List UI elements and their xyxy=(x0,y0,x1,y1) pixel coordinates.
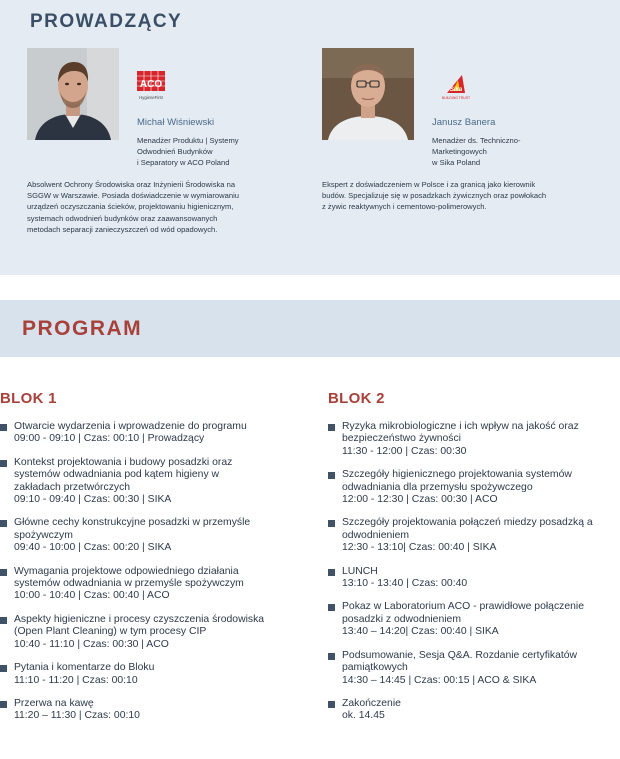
aco-logo xyxy=(135,71,167,108)
program-header xyxy=(0,300,620,357)
bullet-icon xyxy=(0,424,7,431)
block-title: BLOK 2 xyxy=(328,390,385,407)
bullet-icon xyxy=(0,520,7,527)
agenda-item: Ryzyka mikrobiologiczne i ich wpływ na jakość oraz bezpieczeństwo żywności 11:30 - 12:00 | Czas: 00:30 xyxy=(328,421,593,458)
agenda-item: Szczegóły higienicznego projektowania systemów odwadniania dla przemysłu spożywczego 12:00 - 12:30 | Czas: 00:30 | ACO xyxy=(328,469,593,506)
bullet-icon xyxy=(328,472,335,479)
agenda-list xyxy=(0,421,264,723)
agenda-item: Podsumowanie, Sesja Q&A. Rozdanie certyfikatów pamiątkowych 14:30 – 14:45 | Czas: 00:15 | ACO & SIKA xyxy=(328,650,593,687)
block-2 xyxy=(328,390,593,734)
agenda-time: ok. 14.45 xyxy=(342,710,385,722)
aco-logo-sub: HygieneFirst xyxy=(139,95,163,100)
bullet-icon xyxy=(0,569,7,576)
bullet-icon xyxy=(328,653,335,660)
bullet-icon xyxy=(328,424,335,431)
sika-logo-text: Sika xyxy=(449,87,463,93)
agenda-time: 10:00 - 10:40 | Czas: 00:40 | ACO xyxy=(14,590,170,602)
agenda-item: Pokaz w Laboratorium ACO - prawidłowe połączenie posadzki z odwodnieniem 13:40 – 14:20| Czas: 00:40 | SIKA xyxy=(328,601,593,638)
bullet-icon xyxy=(0,617,7,624)
agenda-time: 11:30 - 12:00 | Czas: 00:30 xyxy=(342,445,467,457)
bullet-icon xyxy=(328,520,335,527)
speaker-bio-2: Ekspert z doświadczeniem w Polsce i za granicą jako kierownik budów. Specjalizuje się w posadzkach żywicznych oraz powłokach z żywic reaktywnych i cementowo-polimerowych. xyxy=(322,180,547,212)
agenda-item: Kontekst projektowania i budowy posadzki oraz systemów odwadniania pod kątem higieny w zakładach przetwórczych 09:10 - 09:40 | Czas: 00:30 | SIKA xyxy=(0,457,264,507)
agenda-time: 11:10 - 11:20 | Czas: 00:10 xyxy=(14,674,138,686)
speakers-section xyxy=(0,0,620,275)
bullet-icon xyxy=(0,460,7,467)
agenda-time: 09:10 - 09:40 | Czas: 00:30 | SIKA xyxy=(14,494,172,506)
agenda-time: 13:10 - 13:40 | Czas: 00:40 xyxy=(342,578,468,590)
bullet-icon xyxy=(328,701,335,708)
agenda-item: Otwarcie wydarzenia i wprowadzenie do programu 09:00 - 09:10 | Czas: 00:10 | Prowadzący xyxy=(0,421,264,446)
agenda-item: Szczegóły projektowania połączeń miedzy posadzką a odwodnieniem 12:30 - 13:10| Czas: 00:40 | SIKA xyxy=(328,517,593,554)
bullet-icon xyxy=(328,569,335,576)
agenda-time: 09:00 - 09:10 | Czas: 00:10 | Prowadzący xyxy=(14,433,205,445)
bullet-icon xyxy=(0,701,7,708)
speaker-role-2: Menadżer ds. Techniczno- Marketingowych w Sika Poland xyxy=(432,136,521,167)
agenda-time: 13:40 – 14:20| Czas: 00:40 | SIKA xyxy=(342,626,499,638)
agenda-item: LUNCH 13:10 - 13:40 | Czas: 00:40 xyxy=(328,566,593,591)
agenda-time: 10:40 - 11:10 | Czas: 00:30 | ACO xyxy=(14,638,169,650)
speaker-photo-2 xyxy=(322,48,414,140)
agenda-time: 12:30 - 13:10| Czas: 00:40 | SIKA xyxy=(342,542,497,554)
program-title: PROGRAM xyxy=(22,317,143,340)
agenda-item: Przerwa na kawę 11:20 – 11:30 | Czas: 00:10 xyxy=(0,698,264,723)
speaker-name-2: Janusz Banera xyxy=(432,117,496,128)
block-1 xyxy=(0,390,264,734)
bullet-icon xyxy=(328,604,335,611)
sika-logo-sub: BUILDING TRUST xyxy=(441,96,471,100)
speakers-title: PROWADZĄCY xyxy=(30,11,183,32)
bullet-icon xyxy=(0,665,7,672)
agenda-time: 14:30 – 14:45 | Czas: 00:15 | ACO & SIKA xyxy=(342,674,537,686)
speaker-role-1: Menadżer Produktu | Systemy Odwodnień Budynków i Separatory w ACO Poland xyxy=(137,136,239,167)
aco-logo-text: ACO xyxy=(139,79,163,90)
agenda-item: Główne cechy konstrukcyjne posadzki w przemyśle spożywczym 09:40 - 10:00 | Czas: 00:20 | SIKA xyxy=(0,517,264,554)
agenda-item: Wymagania projektowe odpowiedniego działania systemów odwadniania w przemyśle spożywczym 10:00 - 10:40 | Czas: 00:40 | ACO xyxy=(0,566,264,603)
sika-logo xyxy=(440,71,472,108)
agenda-item: Pytania i komentarze do Bloku 11:10 - 11:20 | Czas: 00:10 xyxy=(0,662,264,687)
speaker-bio-1: Absolwent Ochrony Środowiska oraz Inżynierii Środowiska na SGGW w Warszawie. Posiada doświadczenie w wymiarowaniu urządzeń oczyszczania ścieków, projektowaniu higienicznym, systemach odwodnień budynków oraz zaawansowanych metodach separacji zanieczyszczeń od wód opadowych. xyxy=(27,180,239,234)
agenda-time: 12:00 - 12:30 | Czas: 00:30 | ACO xyxy=(342,494,498,506)
agenda-list xyxy=(328,421,593,723)
block-title: BLOK 1 xyxy=(0,390,57,407)
agenda-time: 09:40 - 10:00 | Czas: 00:20 | SIKA xyxy=(14,542,172,554)
agenda-item: Aspekty higieniczne i procesy czyszczenia środowiska (Open Plant Cleaning) w tym procesy CIP 10:40 - 11:10 | Czas: 00:30 | ACO xyxy=(0,614,264,651)
speaker-name-1: Michał Wiśniewski xyxy=(137,117,215,128)
speaker-photo-1 xyxy=(27,48,119,140)
agenda-item: Zakończenie ok. 14.45 xyxy=(328,698,593,723)
agenda-time: 11:20 – 11:30 | Czas: 00:10 xyxy=(14,710,140,722)
